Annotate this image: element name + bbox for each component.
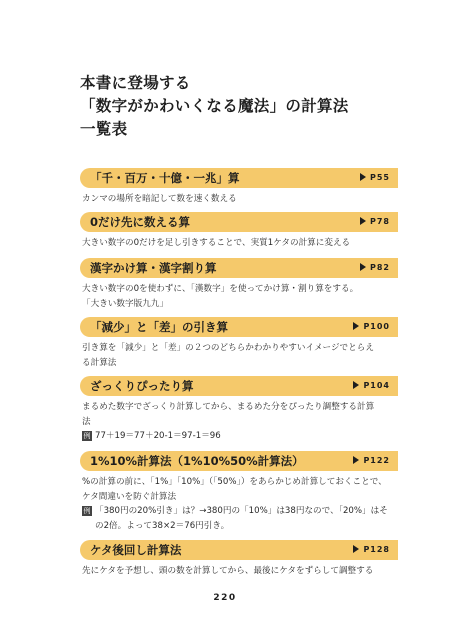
method-section: [80, 540, 398, 579]
page-reference-label: P128: [363, 545, 390, 554]
section-description: [80, 564, 398, 579]
method-section: [80, 317, 398, 370]
section-description: [80, 341, 398, 370]
section-description: [80, 192, 398, 207]
page-title: [80, 72, 349, 141]
page-reference: [360, 170, 390, 186]
section-title: 「千・百万・十億・一兆」算: [90, 171, 240, 185]
description-line: カンマの場所を暗記して数を速く数える: [82, 194, 237, 204]
arrow-right-icon: [360, 217, 366, 225]
description-line: 法: [82, 416, 91, 427]
page-reference: [353, 378, 390, 394]
arrow-right-icon: [360, 173, 366, 181]
section-title: 0だけ先に数える算: [90, 215, 191, 229]
page-reference-label: P122: [363, 456, 390, 465]
description-line: ケタ間違いを防ぐ計算法: [82, 491, 177, 502]
example-text: の2倍。よって38×2＝76円引き。: [95, 520, 230, 531]
section-header-bar: [80, 376, 398, 396]
example-line: [80, 504, 398, 519]
page-number: 220: [213, 593, 237, 603]
page-reference: [353, 453, 390, 469]
method-section: [80, 258, 398, 311]
page-reference: [353, 319, 390, 335]
example-line: [80, 519, 398, 534]
page-reference: [360, 214, 390, 230]
section-description: [80, 282, 398, 311]
section-description: [80, 400, 398, 429]
example-badge: 例: [83, 432, 91, 440]
arrow-right-icon: [353, 381, 359, 389]
arrow-right-icon: [353, 456, 359, 464]
description-line: 「大きい数字版九九」: [82, 298, 168, 309]
example-line: [80, 429, 398, 444]
arrow-right-icon: [353, 322, 359, 330]
page-reference-label: P100: [363, 322, 390, 331]
section-description: [80, 236, 398, 251]
description-line: 引き算を「減少」と「差」の２つのどちらかわかりやすいイメージでとらえ: [82, 343, 374, 353]
description-line: まるめた数字でざっくり計算してから、まるめた分をぴったり調整する計算: [82, 402, 375, 412]
section-title: 漢字かけ算・漢字割り算: [90, 261, 217, 275]
section-header-bar: [80, 258, 398, 278]
method-section: [80, 168, 398, 207]
description-line: %の計算の前に、「1%」「10%」（「50%」）をあらかじめ計算しておくことで、: [82, 477, 387, 487]
arrow-right-icon: [360, 263, 366, 271]
section-header-bar: [80, 540, 398, 560]
description-line: 先にケタを予想し、頭の数を計算してから、最後にケタをずらして調整する: [82, 566, 374, 576]
page-reference-label: P78: [370, 217, 390, 226]
page-reference: [360, 260, 390, 276]
section-description: [80, 475, 398, 504]
title-line-1: 本書に登場する: [80, 74, 191, 92]
method-section: [80, 451, 398, 533]
title-line-3: 一覧表: [80, 120, 128, 138]
arrow-right-icon: [353, 545, 359, 553]
description-line: 大きい数字の0を使わずに、「漢数字」を使ってかけ算・割り算をする。: [82, 284, 359, 294]
page-reference-label: P82: [370, 263, 390, 272]
page-reference-label: P104: [363, 381, 390, 390]
section-header-bar: [80, 212, 398, 232]
section-title: ざっくりぴったり算: [90, 379, 194, 393]
example-text: 77＋19＝77＋20-1＝97-1＝96: [95, 431, 221, 441]
section-title: 「減少」と「差」の引き算: [90, 320, 228, 334]
example-badge: 例: [83, 507, 91, 515]
page-reference-label: P55: [370, 173, 390, 182]
method-section: [80, 376, 398, 444]
description-line: 大きい数字の0だけを足し引きすることで、実質1ケタの計算に変える: [82, 238, 351, 248]
section-title: ケタ後回し計算法: [90, 543, 182, 557]
description-line: る計算法: [82, 357, 117, 368]
section-title: 1%10%計算法（1%10%50%計算法）: [90, 454, 304, 468]
section-header-bar: [80, 168, 398, 188]
method-section: [80, 212, 398, 251]
page-reference: [353, 542, 390, 558]
example-text: 「380円の20%引き」は？→380円の「10%」は38円なので、「20%」はそ: [95, 506, 388, 516]
section-header-bar: [80, 451, 398, 471]
section-header-bar: [80, 317, 398, 337]
title-line-2: 「数字がかわいくなる魔法」の計算法: [80, 97, 349, 115]
